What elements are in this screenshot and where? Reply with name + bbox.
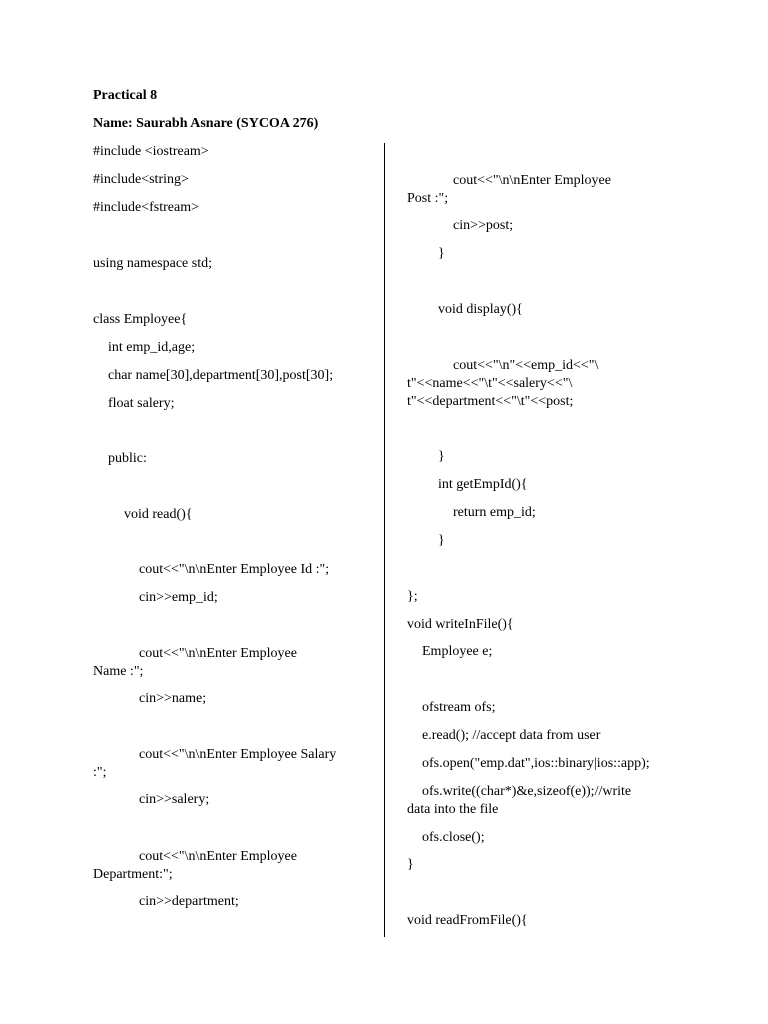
code-line: char name[30],department[30],post[30]; <box>108 368 334 383</box>
code-line: } <box>438 533 445 548</box>
code-line: } <box>438 449 445 464</box>
code-line: } <box>438 246 445 261</box>
code-line: ofs.close(); <box>422 830 485 845</box>
code-line: cin>>emp_id; <box>139 590 218 605</box>
code-line: t"<<name<<"\t"<<salery<<"\ <box>407 376 573 391</box>
code-line: cout<<"\n\nEnter Employee <box>139 849 297 864</box>
code-line: cin>>post; <box>453 218 514 233</box>
code-line: void read(){ <box>124 507 193 522</box>
code-line: int emp_id,age; <box>108 340 196 355</box>
author-name: Name: Saurabh Asnare (SYCOA 276) <box>93 116 319 131</box>
code-line: ofstream ofs; <box>422 700 496 715</box>
code-line: return emp_id; <box>453 505 536 520</box>
code-line: cin>>department; <box>139 894 239 909</box>
code-line: cout<<"\n\nEnter Employee Id :"; <box>139 562 330 577</box>
code-line: cout<<"\n\nEnter Employee Salary <box>139 747 337 762</box>
code-line: cin>>name; <box>139 691 207 706</box>
code-line: Post :"; <box>407 191 449 206</box>
code-line: Department:"; <box>93 867 173 882</box>
practical-title: Practical 8 <box>93 88 158 103</box>
code-line: }; <box>407 589 418 604</box>
code-line: data into the file <box>407 802 499 817</box>
code-line: ofs.write((char*)&e,sizeof(e));//write <box>422 784 632 799</box>
code-line: #include<fstream> <box>93 200 199 215</box>
code-line: :"; <box>93 765 107 780</box>
code-line: void writeInFile(){ <box>407 617 514 632</box>
column-divider <box>384 143 385 937</box>
code-line: void readFromFile(){ <box>407 913 528 928</box>
code-line: Employee e; <box>422 644 493 659</box>
code-line: int getEmpId(){ <box>438 477 528 492</box>
code-line: } <box>407 857 414 872</box>
code-line: #include<string> <box>93 172 189 187</box>
code-line: e.read(); //accept data from user <box>422 728 601 743</box>
code-line: class Employee{ <box>93 312 188 327</box>
code-line: cout<<"\n"<<emp_id<<"\ <box>453 358 599 373</box>
code-line: cin>>salery; <box>139 792 210 807</box>
code-line: cout<<"\n\nEnter Employee <box>453 173 611 188</box>
code-line: Name :"; <box>93 664 144 679</box>
code-line: t"<<department<<"\t"<<post; <box>407 394 574 409</box>
code-line: using namespace std; <box>93 256 212 271</box>
code-line: #include <iostream> <box>93 144 209 159</box>
code-line: cout<<"\n\nEnter Employee <box>139 646 297 661</box>
code-line: float salery; <box>108 396 175 411</box>
code-line: ofs.open("emp.dat",ios::binary|ios::app); <box>422 756 650 771</box>
code-line: public: <box>108 451 147 466</box>
code-line: void display(){ <box>438 302 523 317</box>
